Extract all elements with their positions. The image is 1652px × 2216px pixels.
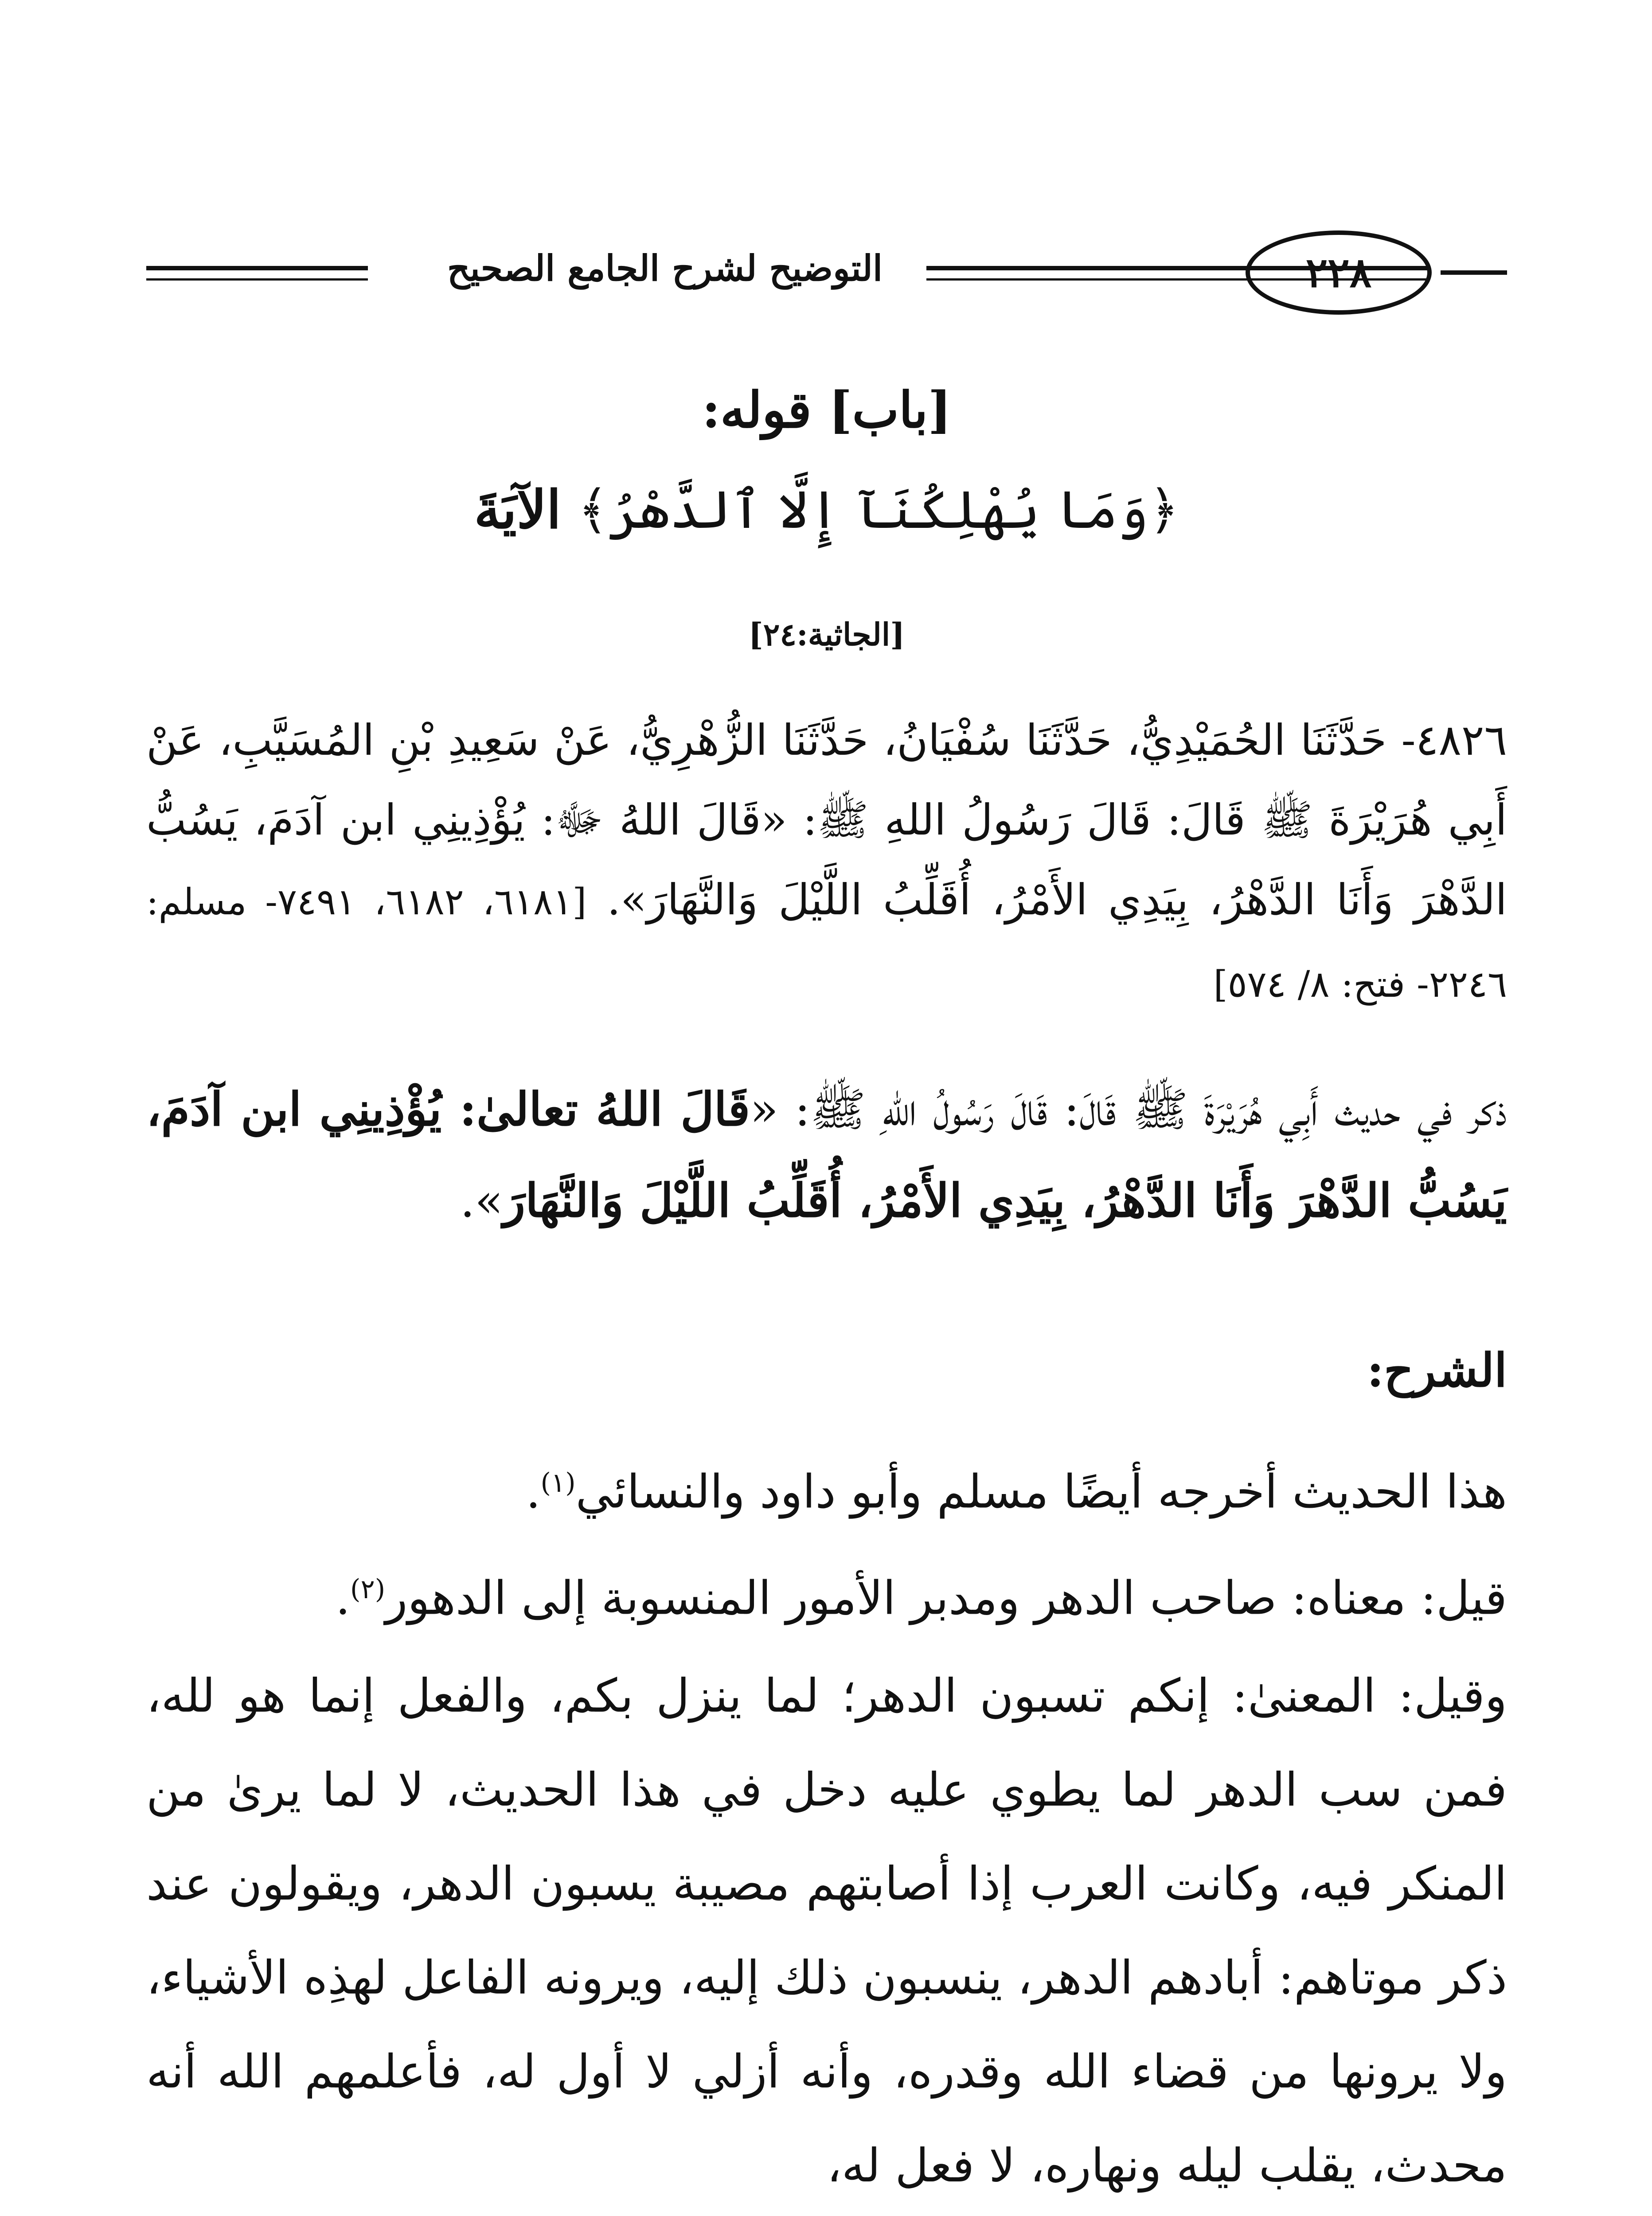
paragraph-text: هذا الحديث أخرجه أيضًا مسلم وأبو داود والنسائي (575, 1464, 1507, 1519)
page-header (146, 230, 1507, 324)
sharh-paragraph-1: هذا الحديث أخرجه أيضًا مسلم وأبو داود والنسائي$^{(١)}$. (526, 1464, 1507, 1519)
footnote-marker-1: (١) (540, 1467, 576, 1498)
header-rule-left-thin (146, 278, 368, 281)
verse-tail: الآيَةَ (474, 479, 561, 540)
page-number: ٢٢٨ (1246, 230, 1432, 315)
footnote-marker-2: (٢) (350, 1574, 386, 1605)
sharh-paragraph-3: وقيل: المعنىٰ: إنكم تسبون الدهر؛ لما ينزل بكم، والفعل إنما هو لله، فمن سب الدهر لما يطوي عليه دخل في هذا الحديث، لا لما يرىٰ من المنكر فيه، وكانت العرب إذا أصابتهم مصيبة يسبون الدهر، ويقولون عند ذكر موتاهم: أبادهم الدهر، ينسبون ذلك إليه، ويرونه الفاعل لهذِه الأشياء، ولا يرونها من قضاء الله وقدره، وأنه أزلي لا أول له، فأعلمهم الله أنه محدث، يقلب ليله ونهاره، لا فعل له، (146, 1669, 1507, 2193)
quran-verse (146, 479, 1507, 540)
header-rule-tail (1441, 270, 1507, 275)
verse-text: ﴿وَمَا يُهْلِكُنَآ إِلَّا ٱلدَّهْرُ﴾ (578, 479, 1179, 540)
sharh-paragraph-2: قيل: معناه: صاحب الدهر ومدبر الأمور المنسوبة إلى الدهور$^{(٢)}$. (335, 1571, 1507, 1625)
hadith-refs: [٦١٨١، ٦١٨٢، ٧٤٩١- مسلم: ٢٢٤٦- فتح: ٨/ ٥٧٤] (146, 881, 1507, 1006)
sharh-heading: الشرح: (1367, 1343, 1507, 1397)
running-title: التوضيح لشرح الجامع الصحيح (447, 247, 883, 289)
header-rule-left (146, 266, 368, 270)
paragraph-text: قيل: معناه: صاحب الدهر ومدبر الأمور المنسوبة إلى الدهور (385, 1571, 1507, 1625)
dhikr-close: ». (460, 1174, 503, 1228)
sura-reference: [الجاثية:٢٤] (748, 616, 905, 653)
dhikr-intro: ذكر في حديث أَبِي هُرَيْرَةَ ﷺ قَالَ: قَالَ رَسُولُ اللهِ ﷺ: « (750, 1082, 1507, 1136)
dhikr-bold-text: قَالَ اللهُ تعالىٰ: يُؤْذِينِي ابن آدَمَ، يَسُبُّ الدَّهْرَ وَأَنَا الدَّهْرُ، بِيَدِي الأَمْرُ، أُقَلِّبُ اللَّيْلَ وَالنَّهَارَ (146, 1082, 1507, 1228)
hadith-restatement (146, 1064, 1507, 1246)
hadith-body: ٤٨٢٦- حَدَّثَنَا الحُمَيْدِيُّ، حَدَّثَنَا سُفْيَانُ، حَدَّثَنَا الزُّهْرِيُّ، عَنْ سَعِيدِ بْنِ المُسَيَّبِ، عَنْ أَبِي هُرَيْرَةَ ﷺ قَالَ: قَالَ رَسُولُ اللهِ ﷺ: «قَالَ اللهُ ﷻ: يُؤْذِينِي ابن آدَمَ، يَسُبُّ الدَّهْرَ وَأَنَا الدَّهْرُ، بِيَدِي الأَمْرُ، أُقَلِّبُ اللَّيْلَ وَالنَّهَارَ». (146, 715, 1507, 925)
hadith-text (146, 700, 1507, 1025)
chapter-title: [باب] قوله: (702, 381, 952, 439)
